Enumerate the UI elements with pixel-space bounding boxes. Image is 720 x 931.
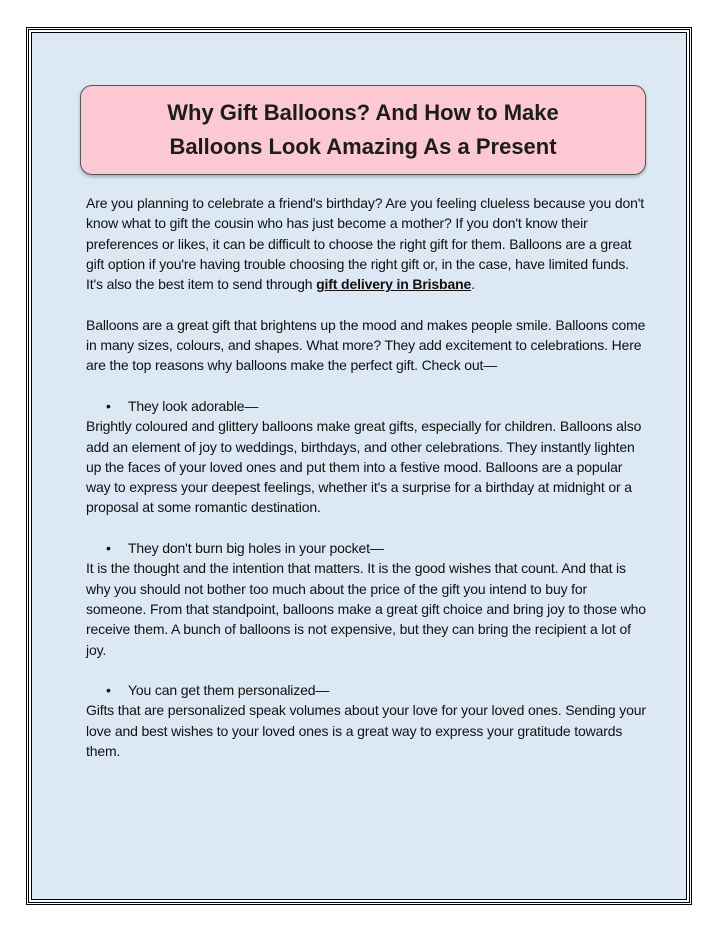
article-body <box>86 193 646 761</box>
gift-delivery-link[interactable]: gift delivery in Brisbane <box>316 276 472 293</box>
intro-end: . <box>471 276 475 293</box>
section-heading: They look adorable— <box>128 397 259 414</box>
page <box>31 32 687 900</box>
reasons-paragraph: Balloons are a great gift that brightens up the mood and makes people smile. Balloons come in many sizes, colours, and shapes. What more? They add excitement to celebrations. Here are the top reasons why balloons make the perfect gift. Check out— <box>86 316 646 374</box>
section-personalized <box>86 680 646 761</box>
section-body: Gifts that are personalized speak volumes about your love for your loved ones. Sending your love and best wishes to your loved ones is a great way to express your gratitude towards them. <box>86 702 646 760</box>
title-line-2: Balloons Look Amazing As a Present <box>169 134 557 159</box>
bullet-icon: • <box>106 397 111 414</box>
bullet-item <box>86 396 646 416</box>
bullet-item <box>86 680 646 700</box>
bullet-icon: • <box>106 682 111 699</box>
section-body: It is the thought and the intention that matters. It is the good wishes that count. And that is why you should not bother too much about the price of the gift you intend to buy for someone. From that standpoint, balloons make a great gift choice and bring joy to those who receive them. A bunch of balloons is not expensive, but they can bring the recipient a lot of joy. <box>86 560 646 658</box>
title-banner <box>80 85 646 175</box>
intro-paragraph <box>86 193 646 294</box>
bullet-item <box>86 538 646 558</box>
section-body: Brightly coloured and glittery balloons make great gifts, especially for children. Balloons also add an element of joy to weddings, birthdays, and other celebrations. They instantly lighten up the faces of your loved ones and put them into a festive mood. Balloons are a popular way to express your deepest feelings, whether it's a surprise for a birthday at midnight or a proposal at some romantic destination. <box>86 418 642 516</box>
section-heading: You can get them personalized— <box>128 682 330 699</box>
section-heading: They don't burn big holes in your pocket— <box>128 540 384 557</box>
bullet-icon: • <box>106 540 111 557</box>
page-frame <box>26 27 692 905</box>
intro-text: Are you planning to celebrate a friend's birthday? Are you feeling clueless because you don't know what to gift the cousin who has just become a mother? If you don't know their preferences or likes, it can be difficult to choose the right gift for them. Balloons are a great gift option if you're having trouble choosing the right gift or, in the case, have limited funds. It's also the best item to send through <box>86 195 644 293</box>
section-adorable <box>86 396 646 518</box>
title-line-1: Why Gift Balloons? And How to Make <box>167 100 559 125</box>
section-price <box>86 538 646 660</box>
